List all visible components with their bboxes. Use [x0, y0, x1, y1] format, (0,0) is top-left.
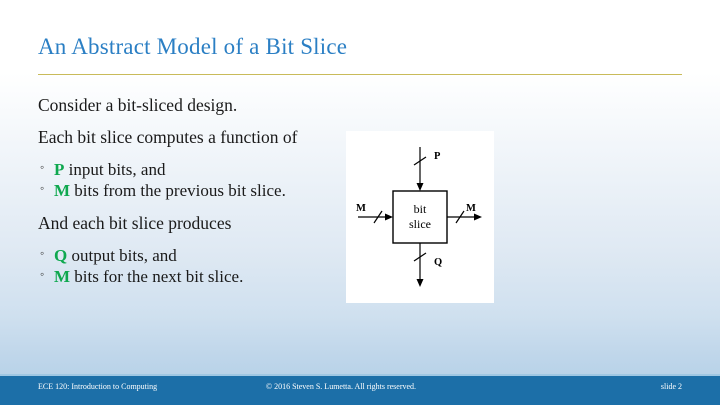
diagram-label-left: M: [356, 203, 366, 214]
list-item: [38, 267, 338, 288]
bullet-marker: M: [54, 267, 71, 287]
footer-divider: [0, 374, 720, 376]
diagram-label-top: P: [434, 151, 441, 162]
paragraph-produces: And each bit slice produces: [38, 213, 232, 234]
bullet-dot-icon: ◦: [40, 267, 45, 282]
bullet-list-inputs: [38, 160, 338, 202]
bit-slice-diagram: [346, 131, 494, 303]
bullet-text: bits from the previous bit slice.: [70, 181, 286, 201]
paragraph-computes: Each bit slice computes a function of: [38, 127, 298, 148]
bullet-text: input bits, and: [64, 159, 166, 179]
diagram-label-right: M: [466, 203, 476, 214]
page-title: An Abstract Model of a Bit Slice: [38, 34, 348, 59]
footer-copyright: © 2016 Steven S. Lumetta. All rights reserved.: [266, 382, 417, 391]
bullet-list-outputs: [38, 246, 338, 288]
footer-slide-number: slide 2: [660, 382, 682, 391]
diagram-label-bottom: Q: [434, 257, 443, 268]
bullet-text: bits for the next bit slice.: [70, 267, 244, 287]
diagram-box-line2: slice: [409, 217, 431, 231]
bullet-text: output bits, and: [67, 245, 177, 265]
slide-body: [38, 95, 338, 299]
footer-course-label: ECE 120: Introduction to Computing: [38, 382, 158, 391]
list-item: [38, 246, 338, 267]
title-divider: [38, 74, 682, 75]
paragraph-intro: Consider a bit-sliced design.: [38, 95, 238, 115]
bullet-dot-icon: ◦: [40, 245, 45, 260]
bullet-marker: Q: [54, 245, 68, 265]
bullet-dot-icon: ◦: [40, 159, 45, 174]
list-item: [38, 181, 338, 202]
bullet-marker: M: [54, 181, 71, 201]
bullet-marker: P: [54, 159, 65, 179]
slide-footer: [0, 374, 720, 405]
bullet-dot-icon: ◦: [40, 181, 45, 196]
diagram-box-line1: bit: [413, 202, 427, 216]
list-item: [38, 160, 338, 181]
